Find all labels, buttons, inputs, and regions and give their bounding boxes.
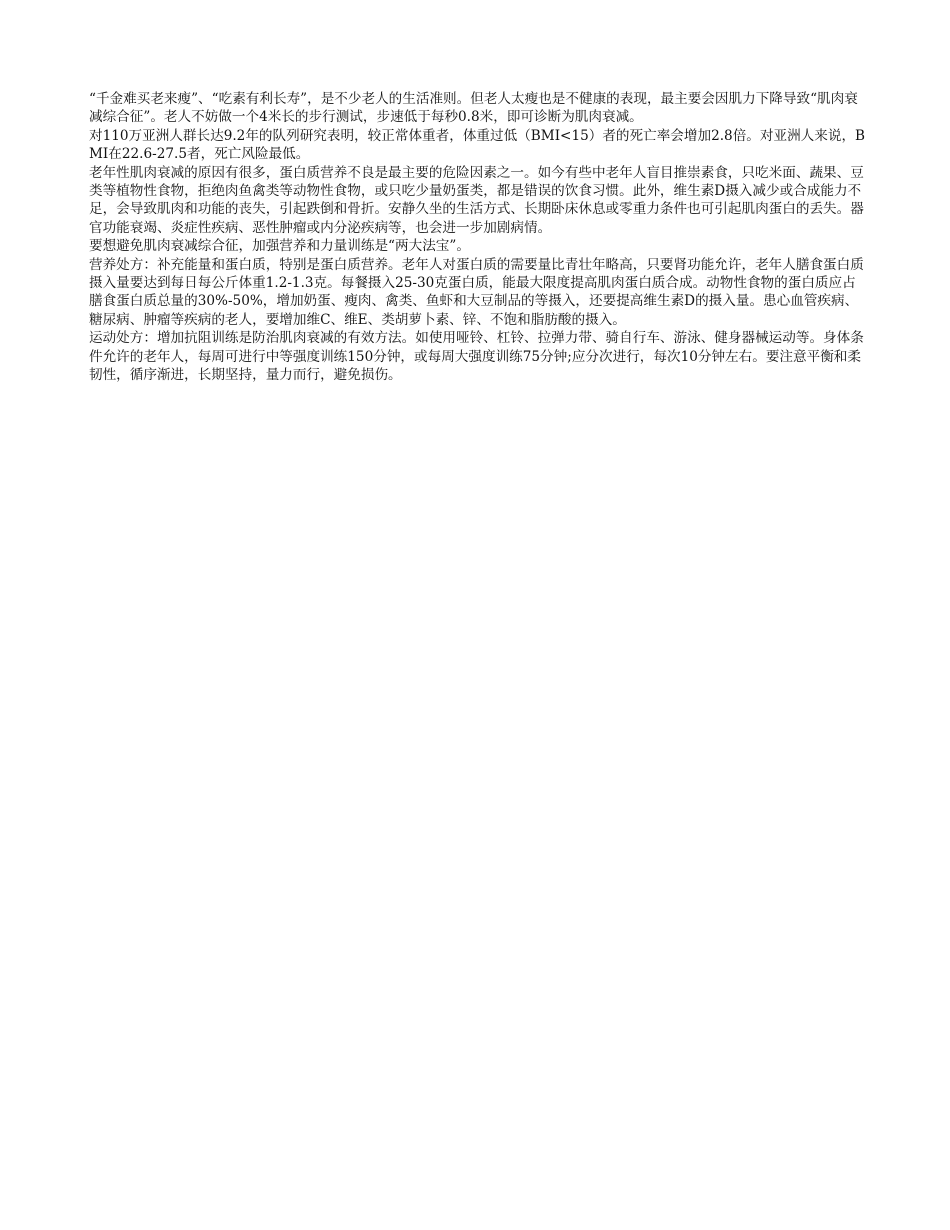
paragraph-nutrition: 营养处方：补充能量和蛋白质，特别是蛋白质营养。老年人对蛋白质的需要量比青壮年略高，只要肾功能允许，老年人膳食蛋白质摄入量要达到每日每公斤体重1.2-1.3克。每餐摄入25-30克蛋白质，能最大限度提高肌肉蛋白质合成。动物性食物的蛋白质应占膳食蛋白质总量的30%-50%，增加奶蛋、瘦肉、禽类、鱼虾和大豆制品的等摄入，还要提高维生素D的摄入量。患心血管疾病、糖尿病、肿瘤等疾病的老人，要增加维C、维E、类胡萝卜素、锌、不饱和脂肪酸的摄入。 xyxy=(89,256,864,328)
paragraph-exercise: 运动处方：增加抗阻训练是防治肌肉衰减的有效方法。如使用哑铃、杠铃、拉弹力带、骑自行车、游泳、健身器械运动等。身体条件允许的老年人，每周可进行中等强度训练150分钟，或每周大强度训练75分钟;应分次进行，每次10分钟左右。要注意平衡和柔韧性，循序渐进，长期坚持，量力而行，避免损伤。 xyxy=(89,330,864,384)
document-body xyxy=(89,90,869,385)
paragraph-causes: 老年性肌肉衰减的原因有很多，蛋白质营养不良是最主要的危险因素之一。如今有些中老年人盲目推崇素食，只吃米面、蔬果、豆类等植物性食物，拒绝肉鱼禽类等动物性食物，或只吃少量奶蛋类，都是错误的饮食习惯。此外，维生素D摄入减少或合成能力不足，会导致肌肉和功能的丧失，引起跌倒和骨折。安静久坐的生活方式、长期卧床休息或零重力条件也可引起肌肉蛋白的丢失。器官功能衰竭、炎症性疾病、恶性肿瘤或内分泌疾病等，也会进一步加剧病情。 xyxy=(89,164,864,236)
paragraph-intro: “千金难买老来瘦”、“吃素有利长寿”，是不少老人的生活准则。但老人太瘦也是不健康的表现，最主要会因肌力下降导致“肌肉衰减综合征”。老人不妨做一个4米长的步行测试，步速低于每秒0.8米，即可诊断为肌肉衰减。 xyxy=(89,91,858,126)
paragraph-study: 对110万亚洲人群长达9.2年的队列研究表明，较正常体重者，体重过低（BMI<15）者的死亡率会增加2.8倍。对亚洲人来说，BMI在22.6-27.5者，死亡风险最低。 xyxy=(89,127,866,163)
paragraph-two-methods: 要想避免肌肉衰减综合征，加强营养和力量训练是“两大法宝”。 xyxy=(89,238,470,255)
